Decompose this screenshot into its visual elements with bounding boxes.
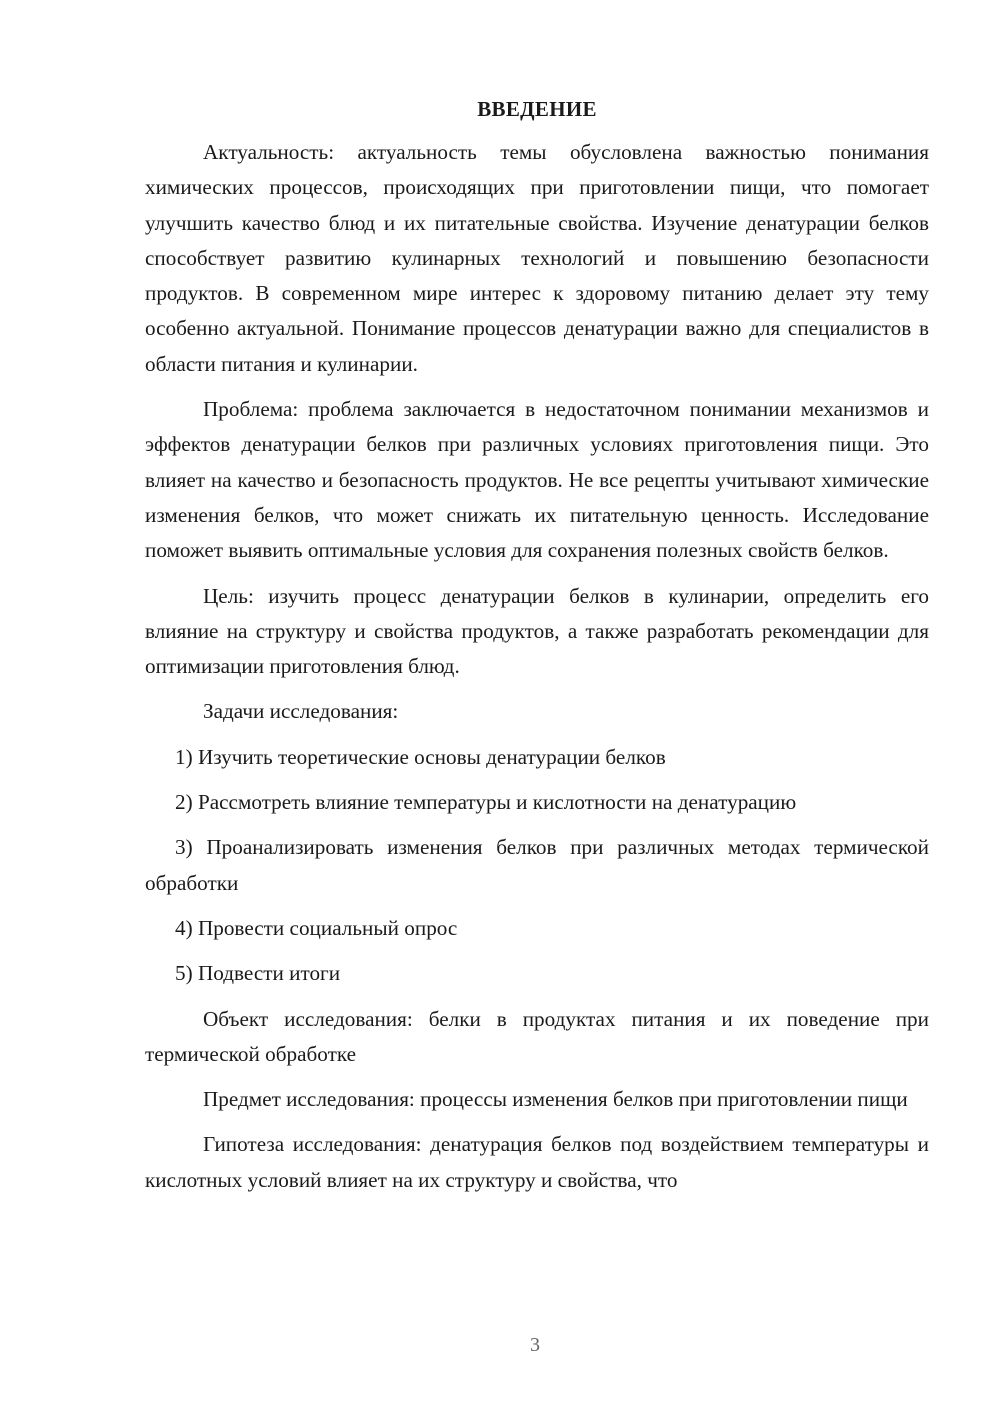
task-item: 1) Изучить теоретические основы денатурации белков (175, 744, 666, 769)
task-item: 2) Рассмотреть влияние температуры и кислотности на денатурацию (175, 790, 797, 815)
task-item: 4) Провести социальный опрос (175, 915, 458, 940)
task-item: 3) Проанализировать изменения белков при различных методах термической обработки (145, 835, 929, 895)
page-number: 3 (530, 1334, 540, 1356)
page-content (145, 92, 929, 1208)
task-item: 5) Подвести итоги (175, 961, 341, 986)
paragraph-problem: Проблема: проблема заключается в недостаточном понимании механизмов и эффектов денатурации белков при различных условиях приготовления пищи. Это влияет на качество и безопасность продуктов. Не все рецепты учитывают химические изменения белков, что может снижать их питательную ценность. Исследование поможет выявить оптимальные условия для сохранения полезных свойств белков. (145, 397, 929, 563)
section-title: ВВЕДЕНИЕ (477, 97, 597, 121)
paragraph-goal: Цель: изучить процесс денатурации белков в кулинарии, определить его влияние на структуру и свойства продуктов, а также разработать рекомендации для оптимизации приготовления блюд. (145, 583, 929, 679)
paragraph-tasks-heading: Задачи исследования: (203, 699, 399, 724)
paragraph-hypothesis: Гипотеза исследования: денатурация белков под воздействием температуры и кислотных условий влияет на их структуру и свойства, что (145, 1132, 929, 1192)
paragraph-subject: Предмет исследования: процессы изменения белков при приготовлении пищи (203, 1087, 908, 1112)
paragraph-object: Объект исследования: белки в продуктах питания и их поведение при термической обработке (145, 1006, 929, 1066)
paragraph-relevance: Актуальность: актуальность темы обусловлена важностью понимания химических процессов, происходящих при приготовлении пищи, что помогает улучшить качество блюд и их питательные свойства. Изучение денатурации белков способствует развитию кулинарных технологий и повышению безопасности продуктов. В современном мире интерес к здоровому питанию делает эту тему особенно актуальной. Понимание процессов денатурации важно для специалистов в области питания и кулинарии. (145, 140, 929, 376)
